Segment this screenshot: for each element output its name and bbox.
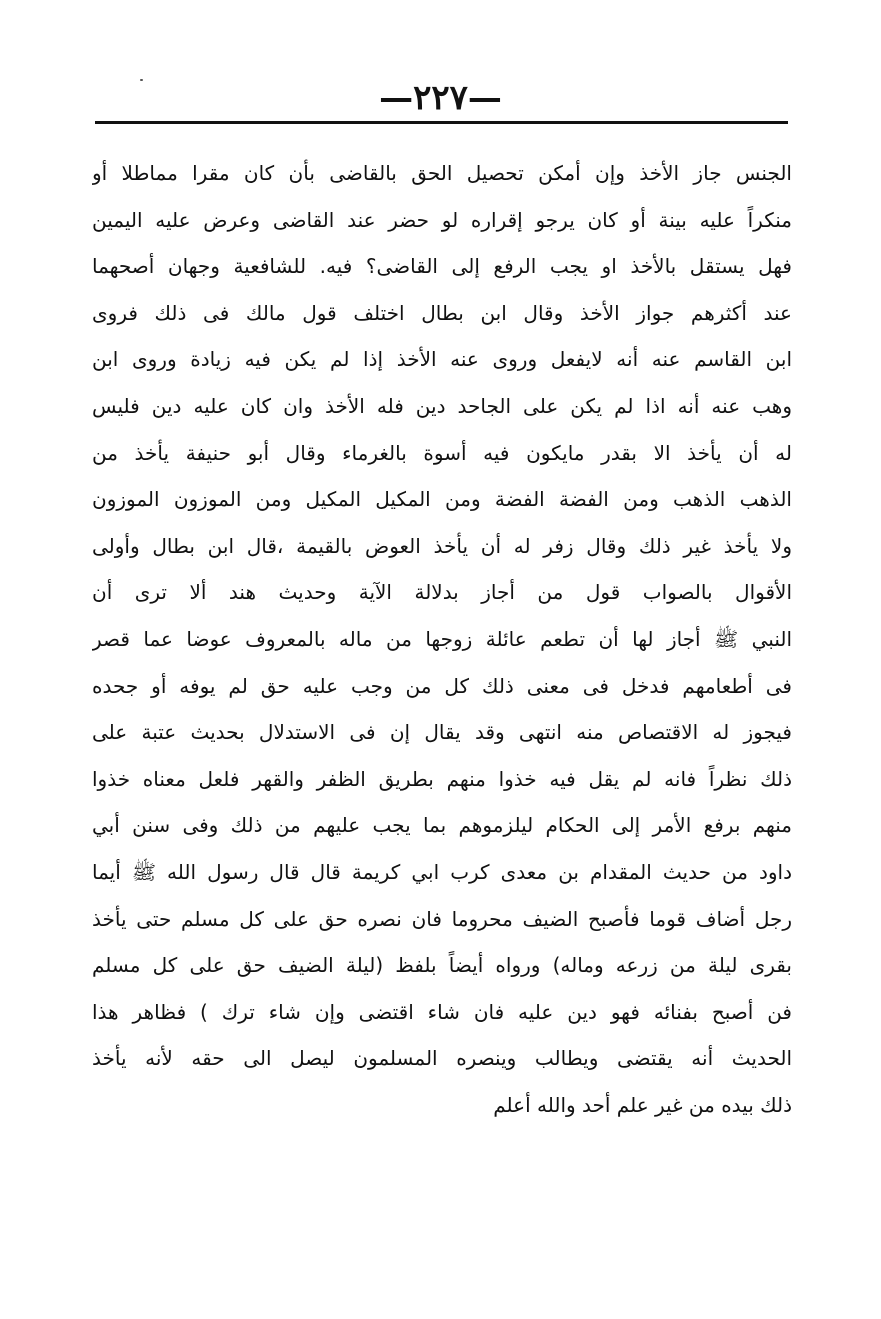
text-line: الذهب الذهب ومن الفضة الفضة ومن المكيل المكيل ومن الموزون الموزون	[92, 487, 792, 512]
text-line: الأقوال بالصواب قول من أجاز بدلالة الآية وحديث هند ألا ترى أن	[92, 580, 792, 605]
text-line: رجل أضاف قوما فأصبح الضيف محروما فان نصره حق على كل مسلم حتى يأخذ	[92, 906, 792, 931]
text-line: ذلك نظراً فانه لم يقل فيه خذوا منهم بطريق الظفر والقهر فلعل معناه خذوا	[92, 766, 792, 791]
header-rule	[95, 121, 788, 124]
text-line: الحديث أنه يقتضى ويطالب وينصره المسلمون ليصل الى حقه لأنه يأخذ	[92, 1046, 792, 1071]
body-text	[92, 150, 792, 1128]
text-line: له أن يأخذ الا بقدر مايكون فيه أسوة بالغرماء وقال أبو حنيفة يأخذ من	[92, 440, 792, 465]
text-line: النبي ﷺ أجاز لها أن تطعم عائلة زوجها من ماله بالمعروف عوضا عما قصر	[92, 626, 792, 651]
page-number: —٢٢٧—	[379, 78, 502, 118]
text-line: داود من حديث المقدام بن معدى كرب ابي كريمة قال قال رسول الله ﷺ أيما	[92, 859, 792, 884]
text-line: منكراً عليه بينة أو كان يرجو إقراره لو حضر عند القاضى وعرض عليه اليمين	[92, 207, 792, 232]
text-line: فيجوز له الاقتصاص منه انتهى وقد يقال إن فى الاستدلال بحديث عتبة على	[92, 720, 792, 745]
text-line: فهل يستقل بالأخذ او يجب الرفع إلى القاضى؟ فيه. للشافعية وجهان أصحهما	[92, 254, 792, 279]
text-line: فن أصبح بفنائه فهو دين عليه فان شاء اقتضى وإن شاء ترك ) فظاهر هذا	[92, 999, 792, 1024]
text-line: منهم برفع الأمر إلى الحكام ليلزموهم بما يجب عليهم من ذلك وفى سنن أبي	[92, 813, 792, 838]
text-line: ولا يأخذ غير ذلك وقال زفر له أن يأخذ العوض بالقيمة ،قال ابن بطال وأولى	[92, 533, 792, 558]
text-line: فى أطعامهم فدخل فى معنى ذلك كل من وجب عليه حق لم يوفه أو جحده	[92, 673, 792, 698]
text-line: ابن القاسم عنه أنه لايفعل وروى عنه الأخذ إذا لم يكن فيه زيادة وروى ابن	[92, 347, 792, 372]
text-line-last: ذلك بيده من غير علم أحد والله أعلم	[493, 1092, 792, 1117]
text-line: الجنس جاز الأخذ وإن أمكن تحصيل الحق بالقاضى بأن كان مقرا مماطلا أو	[92, 161, 792, 185]
text-line: وهب عنه أنه اذا لم يكن على الجاحد دين فله الأخذ وان كان عليه دين فليس	[92, 393, 792, 418]
text-line: بقرى ليلة من زرعه وماله) ورواه أيضاً بلفظ (ليلة الضيف حق على كل مسلم	[92, 953, 792, 978]
text-line: عند أكثرهم جواز الأخذ وقال ابن بطال اختلف قول مالك فى ذلك فروى	[92, 300, 792, 325]
